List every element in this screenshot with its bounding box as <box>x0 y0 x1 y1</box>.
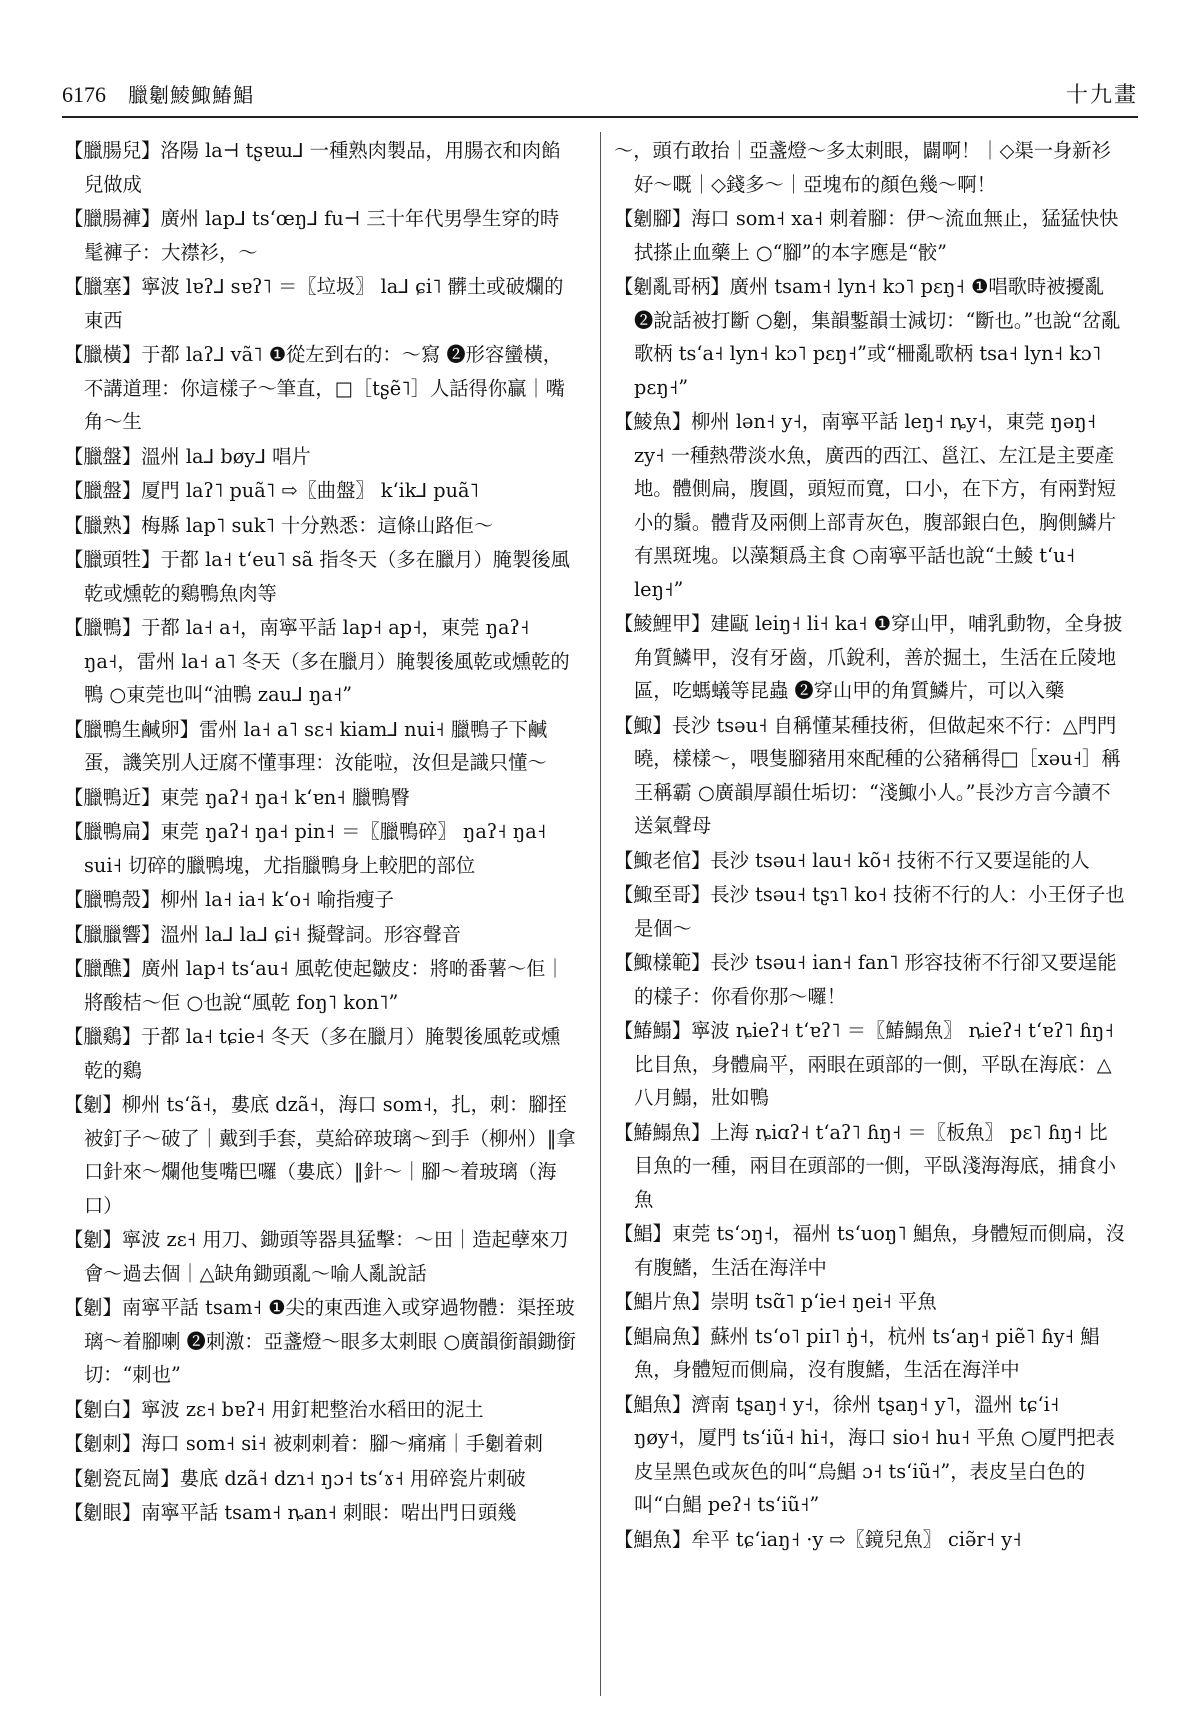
dictionary-entry: 【鯫】長沙 tsəu˧ 自稱懂某種技術，但做起來不行：△門門曉，樣樣～，喂隻腳豬用來配種的公豬稱得□［xəu˧］稱王稱霸 ○廣韻厚韻仕垢切：“淺鯫小人。”長沙方言今讀不送氣聲母 <box>614 713 1121 837</box>
dictionary-entry: 【臘橫】于都 laʔ⅃ vã˥ ❶從左到右的：～寫 ❷形容蠻橫，不講道理：你這樣子～筆直，□［tʂẽ˥］人話得你贏｜嘴角～生 <box>64 343 565 433</box>
dictionary-entry: 【劖刺】海口 som˧ si˧ 被刺刺着：腳～痛痛｜手劖着刺 <box>64 1432 543 1455</box>
dictionary-entry: 【劖】南寧平話 tsam˧ ❶尖的東西進入或穿過物體：渠挃玻璃～着腳喇 ❷刺激：亞盞燈～眼多太刺眼 ○廣韻銜韻鋤銜切：“刺也” <box>64 1296 576 1386</box>
dictionary-entry: 【鯧魚】濟南 tʂaŋ˧ y˧，徐州 tʂaŋ˧ y˥，溫州 tɕʻi˧ ŋøy˧，厦門 tsʻiũ˧ hi˧，海口 sio˧ hu˧ 平魚 ○厦門把表皮呈黑色或灰色的叫“烏鯧 ɔ˧ tsʻiũ˧”，表皮呈白色的叫“白鯧 peʔ˧ tsʻiũ˧” <box>614 1392 1115 1516</box>
dictionary-entry: 【鯪鯉甲】建甌 leiŋ˧ li˧ ka˧ ❶穿山甲，哺乳動物，全身披角質鱗甲，沒有牙齒，爪銳利，善於掘土，生活在丘陵地區，吃螞蟻等昆蟲 ❷穿山甲的角質鱗片，可以入藥 <box>614 612 1123 702</box>
left-column <box>64 134 576 1531</box>
dictionary-entry: 【鯧】東莞 tsʻɔŋ˧，福州 tsʻuoŋ˥ 鯧魚，身體短而側扁，沒有腹鰭，生活在海洋中 <box>614 1222 1125 1279</box>
dictionary-entry: 【劖白】寧波 zɛ˧ bɐʔ˧ 用釘耙整治水稻田的泥土 <box>64 1397 484 1421</box>
dictionary-entry: 【臘鴨】于都 la˧ a˧，南寧平話 lap˧ ap˧，東莞 ŋaʔ˧ ŋa˧，雷州 la˧ a˥ 冬天（多在臘月）腌製後風乾或燻乾的鴨 ○東莞也叫“油鴨 zau⅃ ŋa˧” <box>64 616 570 706</box>
dictionary-entry: 【臘鴨生鹹卵】雷州 la˧ a˥ sɛ˧ kiam⅃ nui˧ 臘鴨子下鹹蛋，譏笑別人迂腐不懂事理：汝能啦，汝但是識只懂～ <box>64 717 548 774</box>
dictionary-entry: 【鯫至哥】長沙 tsəu˧ tʂɿ˥ ko˧ 技術不行的人：小王伢子也是個～ <box>614 883 1125 940</box>
dictionary-entry: 【鰆鰨魚】上海 ȵiɑʔ˧ tʻaʔ˥ ɦŋ˧ ＝〖板魚〗 pɛ˥ ɦŋ˧ 比目魚的一種，兩目在頭部的一側，平臥淺海海底，捕食小魚 <box>614 1120 1117 1211</box>
dictionary-entry: 【臘鴨近】東莞 ŋaʔ˧ ŋa˧ kʻɐn˧ 臘鴨臀 <box>64 785 410 809</box>
dictionary-entry: 【鯧片魚】崇明 tsɑ̃˥ pʻie˧ ŋei˧ 平魚 <box>614 1290 937 1313</box>
dictionary-entry: 【劖瓷瓦崗】婁底 dzã˧ dzɿ˧ ŋɔ˧ tsʻɤ˧ 用碎瓷片刺破 <box>64 1466 526 1490</box>
header-rule <box>62 116 1138 118</box>
dictionary-entry: 【臘臘響】溫州 la⅃ la⅃ ɕi˧ 擬聲詞。形容聲音 <box>64 922 462 946</box>
dictionary-entry: 【臘盤】溫州 la⅃ bøy⅃ 唱片 <box>64 444 311 468</box>
right-column <box>614 134 1126 1557</box>
dictionary-entry: 【臘盤】厦門 laʔ˥ puã˥ ⇨〖曲盤〗 kʻik⅃ puã˥ <box>64 479 480 502</box>
dictionary-entry: 【臘頭牲】于都 la˧ tʻeu˥ sã 指冬天（多在臘月）腌製後風乾或燻乾的鷄鴨魚肉等 <box>64 548 570 605</box>
page-number: 6176 <box>62 82 106 107</box>
dictionary-entry: 【劖】柳州 tsʻã˧，婁底 dzã˧，海口 som˧，扎，刺：腳挃被釘子～破了｜戴到手套，莫給碎玻璃～到手（柳州）‖拿口針來～爛他隻嘴巴囉（婁底）‖針～｜腳～着玻璃（海口） <box>64 1093 576 1217</box>
dictionary-entry: 【臘鴨殼】柳州 la˧ ia˧ kʻo˧ 喻指瘦子 <box>64 888 394 911</box>
dictionary-entry: 【臘塞】寧波 lɐʔ⅃ sɐʔ˥ ＝〖垃圾〗 la⅃ ɕi˥ 髒土或破爛的東西 <box>64 275 564 332</box>
dictionary-entry: 【鰆鰨】寧波 ȵieʔ˧ tʻɐʔ˥ ＝〖鰆鰨魚〗 ȵieʔ˧ tʻɐʔ˥ ɦŋ˧ 比目魚，身體扁平，兩眼在頭部的一側，平臥在海底：△八月鰨，壯如鴨 <box>614 1019 1114 1109</box>
dictionary-entry: 【劖】寧波 zɛ˧ 用刀、鋤頭等器具猛擊：～田｜造起孽來刀會～過去個｜△缺角鋤頭亂～喻人亂說話 <box>64 1228 569 1285</box>
column-divider <box>600 132 601 1696</box>
dictionary-entry: 【鯧扁魚】蘇州 tsʻo˥ piɪ˥ ŋ̍˧，杭州 tsʻaŋ˧ piẽ˥ ɦy˧ 鯧魚，身體短而側扁，沒有腹鰭，生活在海洋中 <box>614 1324 1100 1381</box>
dictionary-entry: 【臘腸褲】廣州 lap⅃ tsʻœŋ⅃ fu⊣ 三十年代男學生穿的時髦褲子：大襟衫，～ <box>64 207 560 264</box>
dictionary-entry: 【鯧魚】牟平 tɕʻiaŋ˧ ·y ⇨〖鏡兒魚〗 ciə̃r˧ y˧ <box>614 1527 1022 1551</box>
running-head-characters: 臘劖鯪鯫鰆鯧 <box>128 83 254 107</box>
dictionary-entry: 【臘鷄】于都 la˧ tɕie˧ 冬天（多在臘月）腌製後風乾或燻乾的鷄 <box>64 1025 561 1082</box>
dictionary-entry: 【劖眼】南寧平話 tsam˧ ȵan˧ 刺眼：啱出門日頭幾 <box>64 1501 517 1524</box>
dictionary-entry: 【鯪魚】柳州 lən˧ y˧，南寧平話 leŋ˧ ȵy˧，東莞 ŋəŋ˧ zy˧ 一種熱帶淡水魚，廣西的西江、邕江、左江是主要產地。體側扁，腹圓，頭短而寬，口小，在下方，有兩對短小的鬚。體背及兩側上部青灰色，腹部銀白色，胸側鱗片有黑斑塊。以藻類爲主食 ○南寧平話也說“土鯪 tʻu˧ leŋ˧” <box>614 410 1117 601</box>
dictionary-entry: 【臘醮】廣州 lap˧ tsʻau˧ 風乾使起皺皮：將啲番薯～佢｜將酸桔～佢 ○也說“風乾 foŋ˥ kon˥” <box>64 957 565 1014</box>
dictionary-entry: 【臘熟】梅縣 lap˥ suk˥ 十分熟悉：這條山路佢～ <box>64 513 494 537</box>
dictionary-entry: 【鯫老倌】長沙 tsəu˧ lau˧ kõ˧ 技術不行又要逞能的人 <box>614 848 1090 872</box>
page-header <box>62 78 1138 108</box>
stroke-section-label: 十九畫 <box>1065 83 1138 108</box>
dictionary-entry: 【鯫樣範】長沙 tsəu˧ ian˧ fan˥ 形容技術不行卻又要逞能的樣子：你看你那～囉！ <box>614 951 1117 1008</box>
dictionary-entry: 【劖亂哥柄】廣州 tsam˧ lyn˧ kɔ˥ pɛŋ˧ ❶唱歌時被擾亂 ❷說話被打斷 ○劖，集韻鏨韻士減切：“斷也。”也說“岔亂歌柄 tsʻa˧ lyn˧ kɔ˥ pɛŋ˧”或“柵亂歌柄 tsa˧ lyn˧ kɔ˥ pɛŋ˧” <box>614 275 1121 399</box>
dictionary-entry: ～，頭冇敢抬｜亞盞燈～多太刺眼，闢啊！｜◇渠一身新衫好～嘅｜◇錢多～｜亞塊布的顏色幾～啊！ <box>614 139 1111 196</box>
dictionary-entry: 【臘鴨扁】東莞 ŋaʔ˧ ŋa˧ pin˧ ＝〖臘鴨碎〗 ŋaʔ˧ ŋa˧ sui˧ 切碎的臘鴨塊，尤指臘鴨身上較肥的部位 <box>64 820 547 877</box>
dictionary-entry: 【臘腸兒】洛陽 la⊣ tʂɐɯ⅃ 一種熟肉製品，用腸衣和肉餡兒做成 <box>64 139 561 196</box>
dictionary-entry: 【劖腳】海口 som˧ xa˧ 刺着腳：伊～流血無止，猛猛快快拭搽止血藥上 ○“腳”的本字應是“骹” <box>614 207 1119 264</box>
